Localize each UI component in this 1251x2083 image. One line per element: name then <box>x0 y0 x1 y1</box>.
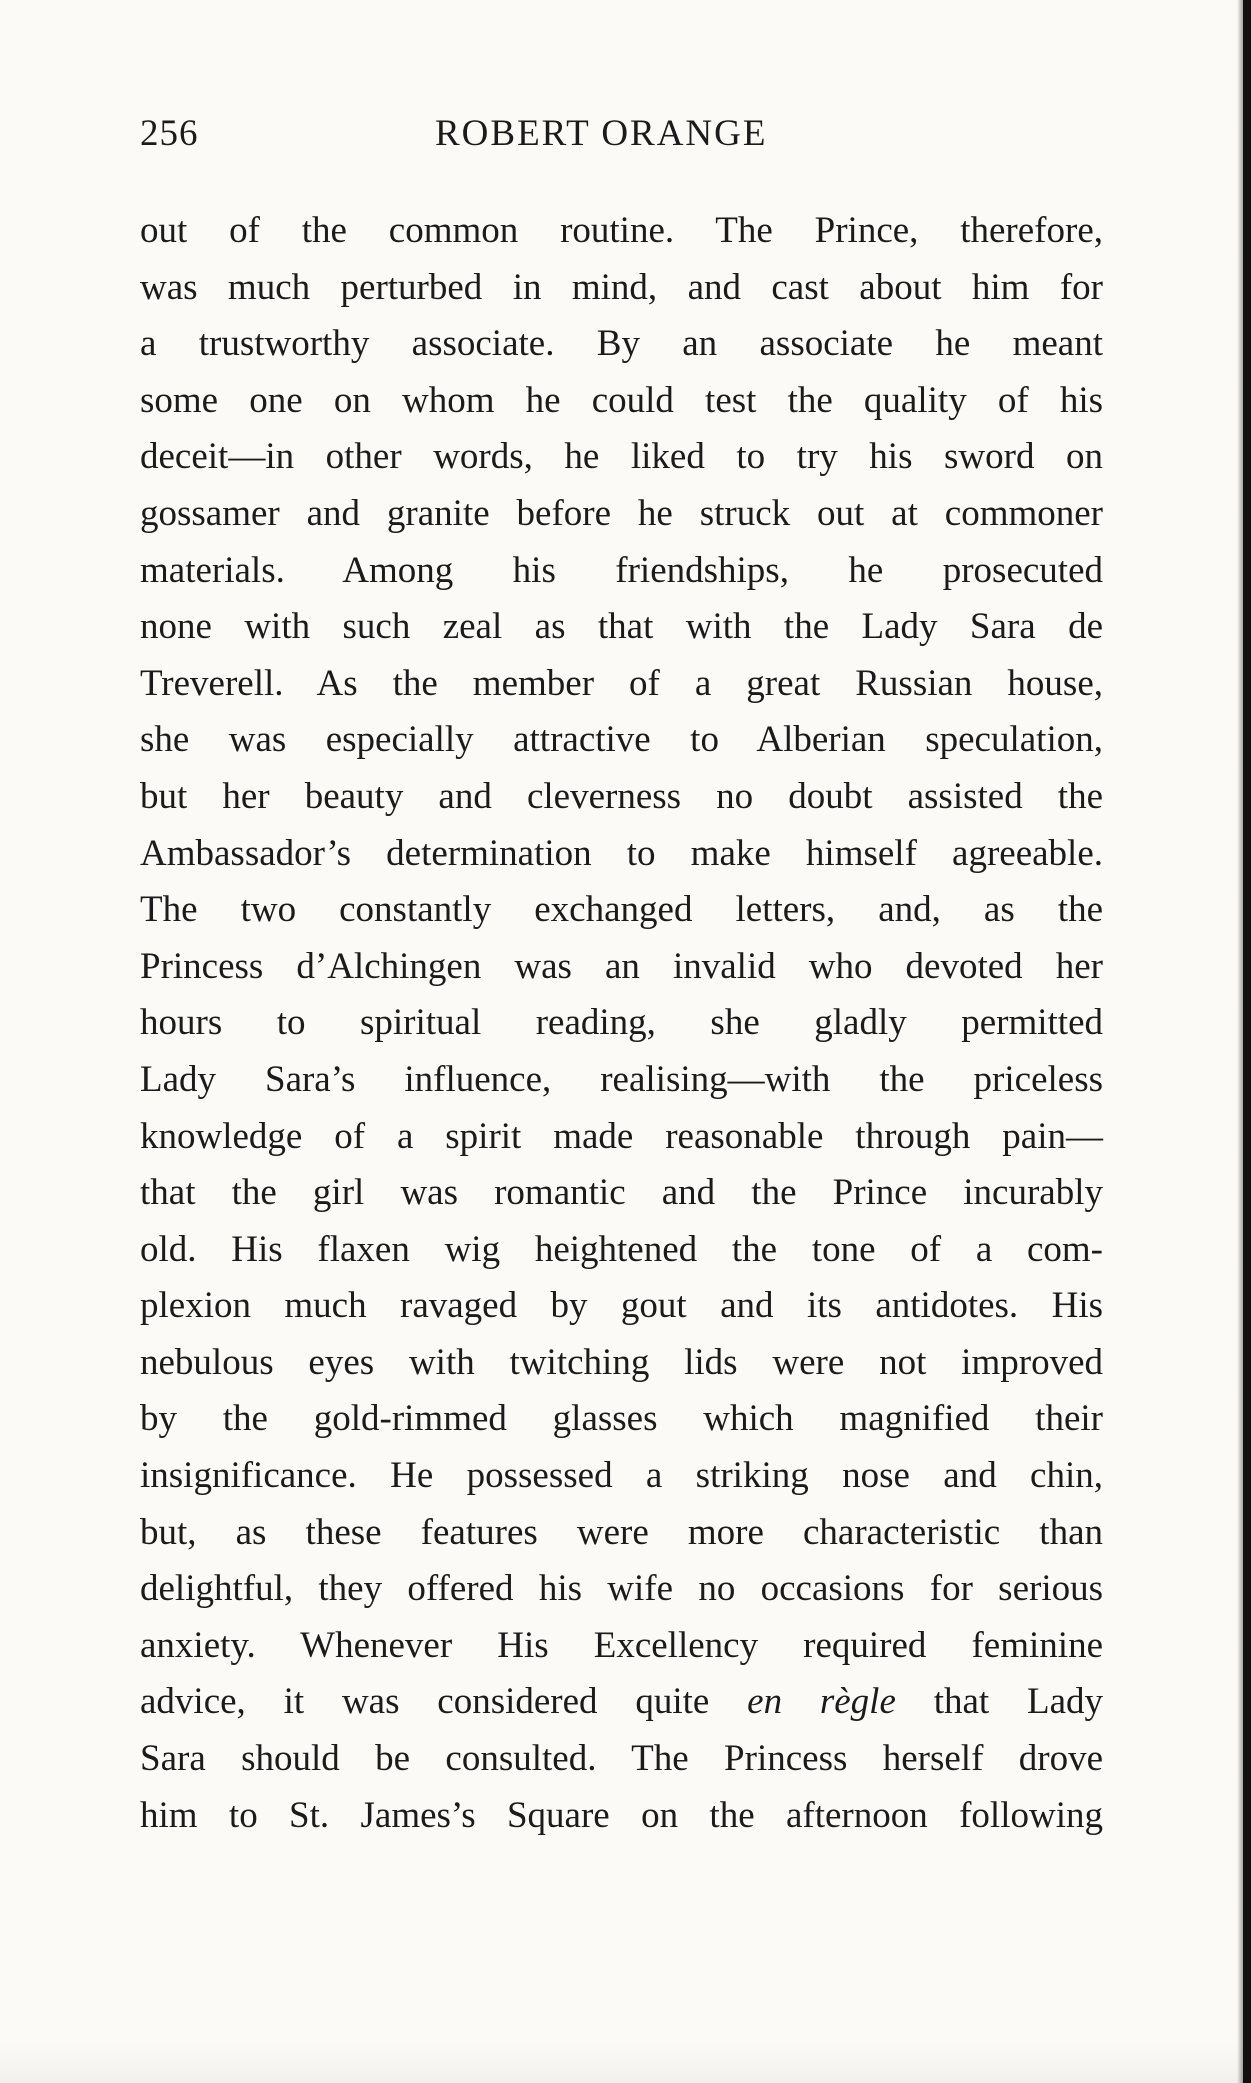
text-line: deceit—in other words, he liked to try his sword on <box>140 436 1103 478</box>
text-line: anxiety. Whenever His Excellency required feminine <box>140 1624 1103 1666</box>
text-line: Sara should be consulted. The Princess herself drove <box>140 1738 1103 1780</box>
text-line: she was especially attractive to Alberian speculation, <box>140 719 1103 761</box>
text-line: some one on whom he could test the quality of his <box>140 379 1103 421</box>
text-line: Princess d’Alchingen was an invalid who devoted her <box>140 945 1103 987</box>
text-line: by the gold-rimmed glasses which magnified their <box>140 1398 1103 1440</box>
text-segment: that Lady <box>895 1681 1103 1723</box>
text-line: Treverell. As the member of a great Russian house, <box>140 662 1103 704</box>
text-line: him to St. James’s Square on the afternoon following <box>140 1794 1103 1836</box>
page-header <box>140 112 1100 162</box>
text-line: delightful, they offered his wife no occasions for serious <box>140 1568 1103 1610</box>
page-bottom-shading <box>0 2043 1251 2083</box>
text-line: none with such zeal as that with the Lady Sara de <box>140 606 1103 648</box>
text-segment: advice, it was considered quite <box>140 1681 748 1723</box>
text-line: but her beauty and cleverness no doubt assisted the <box>140 775 1103 817</box>
italic-phrase: en règle <box>747 1681 896 1723</box>
text-line-with-italic <box>140 1674 1103 1731</box>
text-line: out of the common routine. The Prince, therefore, <box>140 210 1103 251</box>
text-line: materials. Among his friendships, he prosecuted <box>140 549 1103 591</box>
text-line: Ambassador’s determination to make himself agreeable. <box>140 832 1103 874</box>
text-line: knowledge of a spirit made reasonable through pain— <box>140 1115 1103 1157</box>
text-line: gossamer and granite before he struck out at commoner <box>140 492 1103 534</box>
text-line: plexion much ravaged by gout and its antidotes. His <box>140 1285 1103 1327</box>
text-line: that the girl was romantic and the Prince incurably <box>140 1172 1103 1214</box>
body-text <box>140 203 1103 1844</box>
text-line: Lady Sara’s influence, realising—with the priceless <box>140 1058 1103 1100</box>
text-line: was much perturbed in mind, and cast about him for <box>140 266 1103 308</box>
text-line: a trustworthy associate. By an associate he meant <box>140 323 1103 365</box>
running-title: ROBERT ORANGE <box>435 113 768 154</box>
text-line: insignificance. He possessed a striking nose and chin, <box>140 1455 1103 1497</box>
page-edge <box>1243 0 1251 2083</box>
text-line: The two constantly exchanged letters, and, as the <box>140 889 1103 931</box>
text-line: old. His flaxen wig heightened the tone of a com- <box>140 1228 1103 1270</box>
text-line: nebulous eyes with twitching lids were not improved <box>140 1341 1103 1383</box>
page-number: 256 <box>140 113 199 154</box>
text-line: hours to spiritual reading, she gladly permitted <box>140 1002 1103 1044</box>
text-line: but, as these features were more characteristic than <box>140 1511 1103 1553</box>
